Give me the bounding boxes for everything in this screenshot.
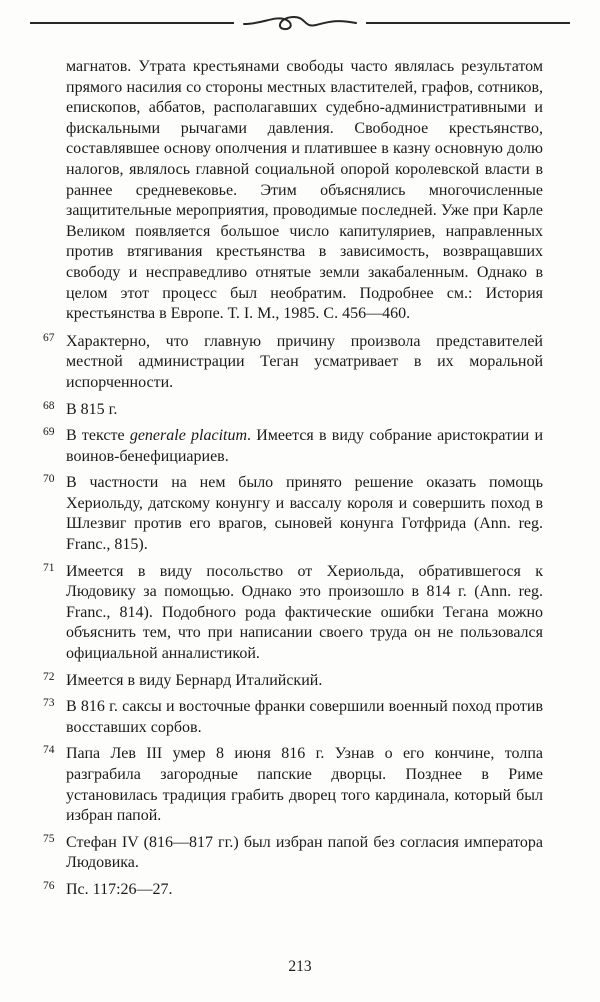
endnote-text: Пс. 117:26—27. — [66, 880, 173, 898]
endnote-number: 71 — [43, 561, 55, 574]
divider-rule-right — [366, 22, 570, 24]
endnote-text: В частности на нем было принято решение оказать помощь Хериольду, датскому конунгу и вассалу короля и совершить поход в Шлезвиг против его врагов, сыновей конунга Готфрида (Ann. reg. Franc., 815). — [66, 474, 543, 554]
endnote-number: 70 — [43, 473, 55, 486]
page-number: 213 — [288, 958, 312, 975]
endnotes-list — [43, 331, 544, 901]
endnote-number: 75 — [43, 832, 55, 845]
endnote-text: Папа Лев III умер 8 июня 816 г. Узнав о его кончине, толпа разграбила загородные папские дворцы. Позднее в Риме установилась традиция грабить дворец того кардинала, который был избран папой. — [66, 745, 543, 825]
endnote-item — [43, 744, 543, 826]
chapter-divider — [0, 0, 600, 35]
endnote-number: 73 — [43, 697, 55, 710]
endnote-number: 76 — [43, 879, 55, 892]
endnote-text: Имеется в виду Бернард Италийский. — [66, 671, 323, 689]
endnote-item — [43, 561, 543, 665]
endnote-number: 69 — [43, 426, 55, 439]
endnote-text: Характерно, что главную причину произвола представителей местной администрации Теган усматривает в их моральной испорченности. — [66, 332, 543, 391]
divider-rule-left — [30, 22, 234, 24]
endnote-item — [43, 697, 543, 738]
endnote-item — [43, 832, 543, 874]
endnote-item — [43, 426, 544, 467]
note-continuation-text: магнатов. Утрата крестьянами свободы часто являлась результатом прямого насилия со стороны местных властителей, графов, сотников, епископов, аббатов, располагавших судебно-административными и фискальными рычагами давления. Свободное крестьянство, составлявшее основу ополчения и платившее в казну основную долю налогов, являлось главной социальной опорой королевской власти в раннее средневековье. Этим объяснялись многочисленные защитительные мероприятия, проводимые последней. Уже при Карле Великом появляется большое число капитуляриев, направленных против втягивания крестьянства в зависимость, возвращавших свободу и несправедливо отнятые земли закабаленным. Однако в целом этот процесс был необратим. Подробнее см.: История крестьянства в Европе. Т. I. М., 1985. С. 456—460. — [66, 58, 543, 323]
endnotes-content — [43, 57, 544, 901]
endnote-text: В 815 г. — [66, 400, 118, 418]
endnote-text: Стефан IV (816—817 гг.) был избран папой без согласия императора Людовика. — [66, 833, 543, 872]
calligraphic-flourish-icon — [240, 11, 360, 35]
endnote-number: 68 — [43, 399, 55, 412]
endnote-text: Имеется в виду посольство от Хериольда, обратившегося к Людовику за помощью. Однако это произошло в 814 г. (Ann. reg. Franc., 814). Подобного рода фактические ошибки Тегана можно объяснить тем, что при написании своего труда он не пользовался официальной анналистикой. — [66, 562, 543, 663]
endnote-number: 67 — [43, 331, 55, 344]
endnote-item — [43, 879, 543, 901]
endnote-item — [43, 331, 543, 394]
endnote-text: В 816 г. саксы и восточные франки совершили военный поход против восставших сорбов. — [66, 698, 543, 736]
endnote-number: 74 — [43, 744, 55, 757]
endnote-item — [43, 670, 543, 692]
endnote-number: 72 — [43, 670, 55, 683]
endnote-item — [43, 399, 543, 421]
endnote-item — [43, 473, 543, 555]
endnote-text: В тексте generale placitum. Имеется в виду собрание аристократии и воинов-бенефициариев. — [66, 427, 544, 465]
